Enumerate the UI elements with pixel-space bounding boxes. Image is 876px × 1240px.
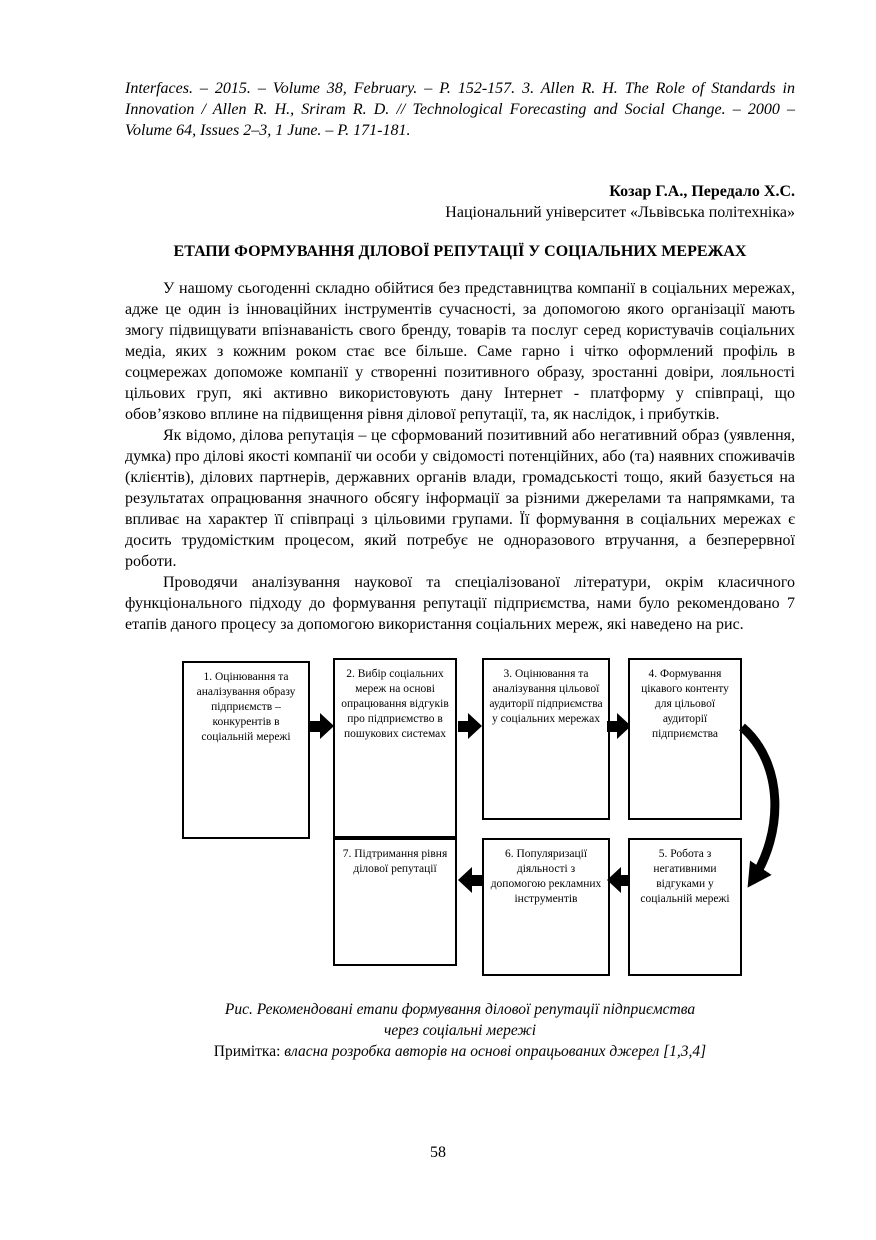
- flow-box-stage-7: 7. Підтримання рівня ділової репутації: [333, 838, 457, 966]
- paragraph-2: Як відомо, ділова репутація – це сформований позитивний або негативний образ (уявлення, думка) про ділові якості компанії чи особи у свідомості потенційних, або (та) наявних споживачів (клієнтів), ділових партнерів, державних органів влади, громадськості тощо, який базується на результатах опрацювання значного обсягу інформації за різними джерелами та напрямками, та впливає на характер її співпраці з цільовими групами. Її формування в соціальних мережах є досить трудомістким процесом, який потребує не одноразового втручання, а безперервної роботи.: [125, 427, 795, 570]
- figure-note-label: Примітка:: [213, 1043, 285, 1060]
- reference-list-tail: Interfaces. – 2015. – Volume 38, February. – P. 152-157. 3. Allen R. H. The Role of Standards in Innovation / Allen R. H., Sriram R. D. // Technological Forecasting and Social Change. – 2000 – Volume 64, Issues 2–3, 1 June. – P. 171-181.: [125, 80, 795, 139]
- article-body: [125, 278, 795, 635]
- article-title: ЕТАПИ ФОРМУВАННЯ ДІЛОВОЇ РЕПУТАЦІЇ У СОЦІАЛЬНИХ МЕРЕЖАХ: [173, 243, 747, 260]
- arrow-shaft: [607, 721, 617, 732]
- figure-note: [125, 1041, 795, 1062]
- arrow-shaft: [310, 721, 320, 732]
- figure-caption-line-1: Рис. Рекомендовані етапи формування ділової репутації підприємства: [224, 1001, 696, 1018]
- flow-box-stage-1: 1. Оцінювання та аналізування образу підприємств – конкурентів в соціальній мережі: [182, 661, 310, 839]
- byline: [125, 181, 795, 223]
- arrow-right-icon: [458, 713, 482, 739]
- arrow-left-icon: [458, 867, 482, 893]
- flow-box-stage-4: 4. Формування цікавого контенту для цільової аудиторії підприємства: [628, 658, 742, 820]
- flow-box-stage-2: 2. Вибір соціальних мереж на основі опрацювання відгуків про підприємство в пошукових системах: [333, 658, 457, 838]
- figure-note-text: власна розробка авторів на основі опрацьованих джерел [1,3,4]: [284, 1043, 707, 1060]
- figure-caption: [125, 999, 795, 1041]
- paragraph-1: У нашому сьогоденні складно обійтися без представництва компанії в соціальних мережах, адже це один із інноваційних інструментів сучасності, за допомогою якого організації мають змогу підвищувати впізнаваність свого бренду, товарів та послуг серед користувачів соціальних медіа, яких з кожним роком стає все більше. Саме гарно і чітко оформлений профіль в соцмережах допоможе компанії у створенні позитивного образу, зростанні довіри, лояльності цільових груп, які активно використовують дану Інтернет - платформу у співпраці, що обов’язково вплине на підвищення рівня ділової репутації, та, як наслідок, і прибутків.: [125, 280, 795, 423]
- flow-box-stage-5: 5. Робота з негативними відгуками у соціальній мережі: [628, 838, 742, 976]
- flow-box-stage-6: 6. Популяризації діяльності з допомогою рекламних інструментів: [482, 838, 610, 976]
- paragraph-3: Проводячи аналізування наукової та спеціалізованої літератури, окрім класичного функціонального підходу до формування репутації підприємства, нами було рекомендовано 7 етапів даного процесу за допомогою використання соціальних мереж, які наведено на рис.: [125, 574, 795, 633]
- figure-caption-line-2: через соціальні мережі: [383, 1022, 537, 1039]
- arrow-head: [468, 713, 482, 739]
- arrow-shaft: [472, 875, 482, 886]
- page-number: 58: [430, 1144, 446, 1161]
- stages-flowchart: [177, 655, 777, 985]
- arrow-right-icon: [310, 713, 334, 739]
- arrow-shaft: [458, 721, 468, 732]
- arrow-head: [458, 867, 472, 893]
- arrow-head: [320, 713, 334, 739]
- arrow-head: [607, 867, 621, 893]
- flow-box-stage-3: 3. Оцінювання та аналізування цільової аудиторії підприємства у соціальних мережах: [482, 658, 610, 820]
- affiliation-line: Національний університет «Львівська політехніка»: [445, 204, 795, 221]
- authors-line: Козар Г.А., Передало Х.С.: [609, 183, 795, 200]
